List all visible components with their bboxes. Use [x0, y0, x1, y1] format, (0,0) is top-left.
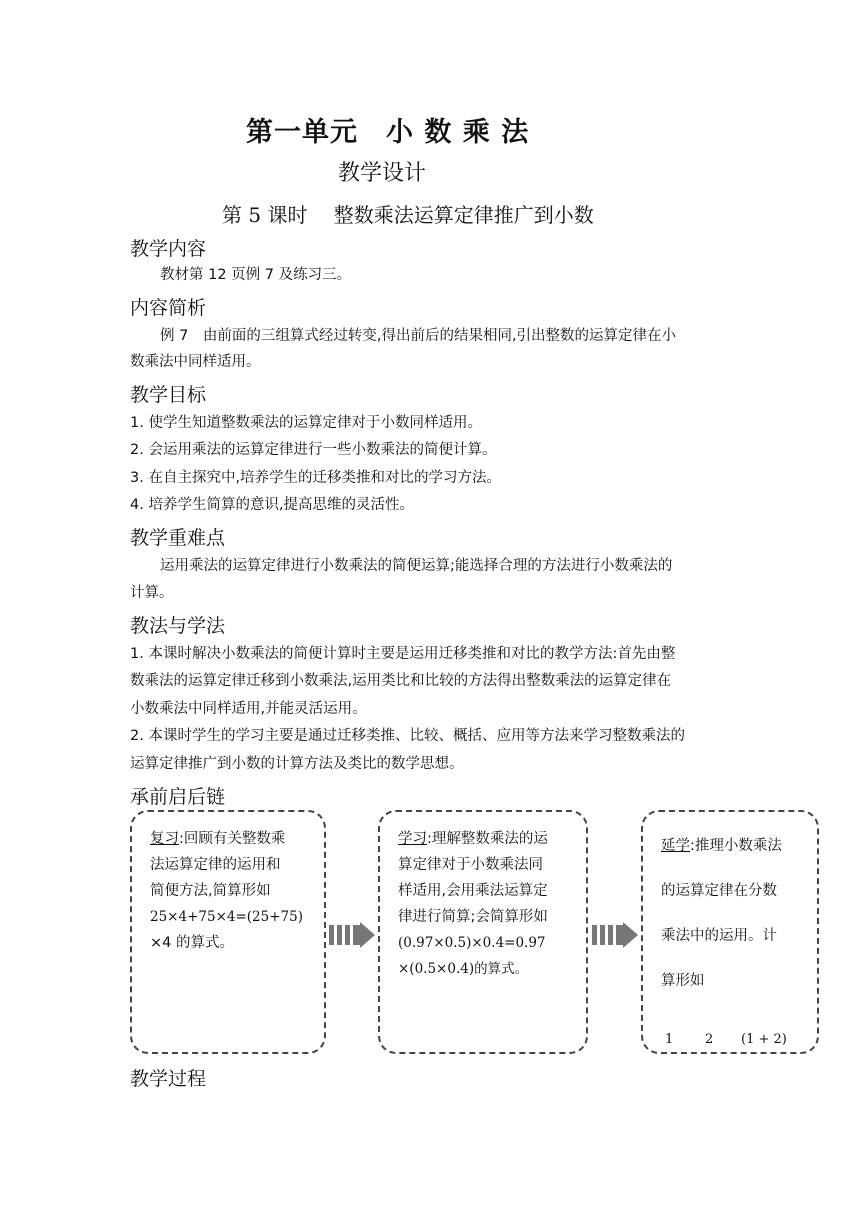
methods-line: 数乘法的运算定律迁移到小数乘法,运用类比和比较的方法得出整数乘法的运算定律在 [130, 673, 672, 689]
extend-text: 的运算定律在分数 [661, 883, 777, 899]
extend-box [641, 810, 819, 1054]
links-heading: 承前启后链 [130, 786, 226, 808]
lesson-title: 第 5 课时 整数乘法运算定律推广到小数 [222, 203, 594, 227]
extend-text: :推理小数乘法 [690, 838, 782, 854]
keypoints-line-1: 运用乘法的运算定律进行小数乘法的简便运算;能选择合理的方法进行小数乘法的 [160, 558, 673, 574]
study-box [378, 810, 588, 1054]
arrow-right-icon [329, 922, 375, 948]
study-label: 学习 [398, 831, 427, 847]
review-box [130, 810, 326, 1054]
fraction: 1 [665, 1032, 674, 1047]
extend-text: 乘法中的运用。计 [661, 928, 777, 944]
review-text: 简便方法,简算形如 [150, 883, 271, 899]
methods-heading: 教法与学法 [130, 615, 226, 637]
analysis-heading: 内容简析 [130, 297, 207, 319]
content-text: 教材第 12 页例 7 及练习三。 [160, 267, 352, 283]
extend-text: 算形如 [661, 973, 705, 989]
goal-item: 2. 会运用乘法的运算定律进行一些小数乘法的简便计算。 [130, 442, 497, 458]
study-formula: (0.97×0.5)×0.4=0.97 [398, 935, 546, 951]
review-text: :回顾有关整数乘 [179, 831, 286, 847]
study-text: 样适用,会用乘法运算定 [398, 883, 548, 899]
content-heading: 教学内容 [130, 238, 207, 260]
goals-heading: 教学目标 [130, 384, 207, 406]
keypoints-heading: 教学重难点 [130, 527, 226, 549]
goal-item: 3. 在自主探究中,培养学生的迁移类推和对比的学习方法。 [130, 470, 502, 486]
unit-title: 第一单元 小 数 乘 法 [246, 117, 530, 148]
methods-line: 小数乘法中同样适用,并能灵活运用。 [130, 701, 367, 717]
fraction: 2 [705, 1032, 714, 1047]
design-title: 教学设计 [338, 161, 427, 186]
methods-line: 2. 本课时学生的学习主要是通过迁移类推、比较、概括、应用等方法来学习整数乘法的 [130, 728, 685, 744]
review-text: 法运算定律的运用和 [150, 857, 281, 873]
methods-line: 1. 本课时解决小数乘法的简便计算时主要是运用迁移类推和对比的教学方法:首先由整 [130, 646, 676, 662]
goal-item: 4. 培养学生简算的意识,提高思维的灵活性。 [130, 497, 415, 513]
study-text: 算定律对于小数乘法同 [398, 857, 543, 873]
review-text: ×4 的算式。 [150, 935, 234, 951]
study-formula: ×(0.5×0.4)的算式。 [398, 961, 529, 977]
goal-item: 1. 使学生知道整数乘法的运算定律对于小数同样适用。 [130, 415, 482, 431]
keypoints-line-2: 计算。 [130, 585, 174, 601]
review-formula: 25×4+75×4=(25+75) [150, 909, 303, 925]
fraction-expression: (1 + 2) [741, 1032, 787, 1047]
analysis-line-1: 例 7 由前面的三组算式经过转变,得出前后的结果相同,引出整数的运算定律在小 [160, 328, 677, 344]
process-heading: 教学过程 [130, 1068, 207, 1090]
review-label: 复习 [150, 831, 179, 847]
study-text: :理解整数乘法的运 [427, 831, 548, 847]
study-text: 律进行简算;会简算形如 [398, 909, 548, 925]
analysis-line-2: 数乘法中同样适用。 [130, 354, 261, 370]
extend-label: 延学 [661, 838, 690, 854]
methods-line: 运算定律推广到小数的计算方法及类比的数学思想。 [130, 756, 464, 772]
arrow-right-icon [592, 922, 638, 948]
